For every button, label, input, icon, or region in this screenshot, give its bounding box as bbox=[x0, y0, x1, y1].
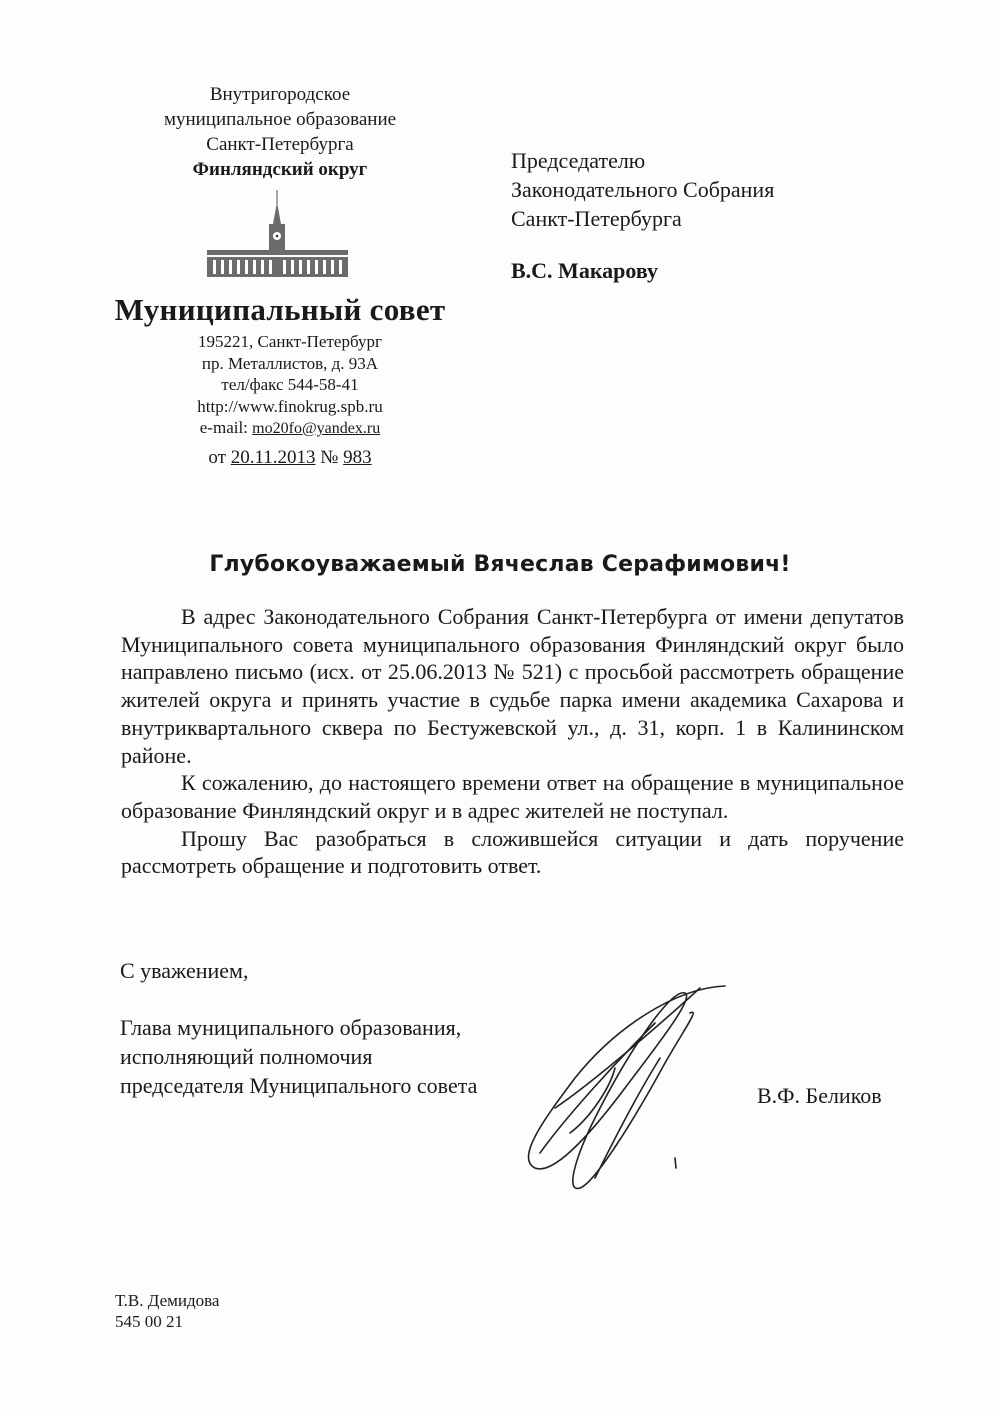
signer-title bbox=[120, 1013, 477, 1100]
closing: С уважением, bbox=[120, 958, 249, 983]
number-sign: № bbox=[320, 447, 339, 468]
greeting: Глубокоуважаемый Вячеслав Серафимович! bbox=[209, 552, 791, 577]
sender-address bbox=[100, 331, 480, 440]
municipal-logo bbox=[205, 190, 350, 287]
street-address: пр. Металлистов, д. 93А bbox=[201, 353, 379, 373]
email-link[interactable]: mo20fo@yandex.ru bbox=[252, 420, 381, 437]
sender-line3: Санкт-Петербурга bbox=[206, 134, 354, 155]
executor-name: Т.В. Демидова bbox=[115, 1291, 220, 1310]
executor-footer bbox=[115, 1290, 219, 1332]
paragraph-3: Прошу Вас разобраться в сложившейся ситуации и дать поручение рассмотреть обращение и подготовить ответ. bbox=[121, 825, 904, 879]
date-prefix: от bbox=[208, 447, 226, 468]
letter-body bbox=[121, 603, 904, 880]
postal-address: 195221, Санкт-Петербург bbox=[198, 332, 382, 351]
sender-header bbox=[100, 82, 460, 182]
signer-line1: Глава муниципального образования, bbox=[120, 1015, 462, 1040]
signer-line3: председателя Муниципального совета bbox=[120, 1073, 478, 1098]
sender-line2: муниципальное образование bbox=[163, 109, 397, 130]
email-label: e-mail: bbox=[199, 418, 248, 437]
recipient-line1: Председателю bbox=[511, 148, 646, 173]
paragraph-1: В адрес Законодательного Собрания Санкт-Петербурга от имени депутатов Муниципального совета муниципального образования Финляндский округ было направлено письмо (исх. от 25.06.2013 № 521) с просьбой рассмотреть обращение жителей округа и принять участие в судьбе парка имени академика Сахарова и внутриквартального сквера по Бестужевской ул., д. 31, корп. 1 в Калининском районе. bbox=[121, 604, 904, 768]
sender-line1: Внутригородское bbox=[209, 84, 351, 105]
tower-building-icon bbox=[205, 190, 350, 282]
website-link[interactable]: http://www.finokrug.spb.ru bbox=[197, 396, 383, 416]
executor-phone: 545 00 21 bbox=[115, 1312, 183, 1331]
signer-line2: исполняющий полномочия bbox=[120, 1044, 373, 1069]
signer-name: В.Ф. Беликов bbox=[757, 1083, 882, 1108]
phone-fax: тел/факс 544-58-41 bbox=[221, 375, 359, 394]
paragraph-2: К сожалению, до настоящего времени ответ на обращение в муниципальное образование Финляндский округ и в адрес жителей не поступал. bbox=[121, 770, 904, 823]
document-number: 983 bbox=[343, 447, 372, 468]
sender-district: Финляндский округ bbox=[192, 159, 368, 180]
handwritten-signature bbox=[495, 968, 735, 1203]
recipient-name: В.С. Макарову bbox=[511, 258, 658, 283]
document-date: 20.11.2013 bbox=[230, 447, 316, 468]
recipient-line2: Законодательного Собрания bbox=[511, 177, 775, 202]
recipient-line3: Санкт-Петербурга bbox=[511, 206, 682, 231]
recipient-block bbox=[511, 146, 774, 233]
council-title: Муниципальный совет bbox=[114, 292, 446, 327]
document-date-number bbox=[100, 447, 480, 469]
email-line bbox=[100, 417, 480, 440]
